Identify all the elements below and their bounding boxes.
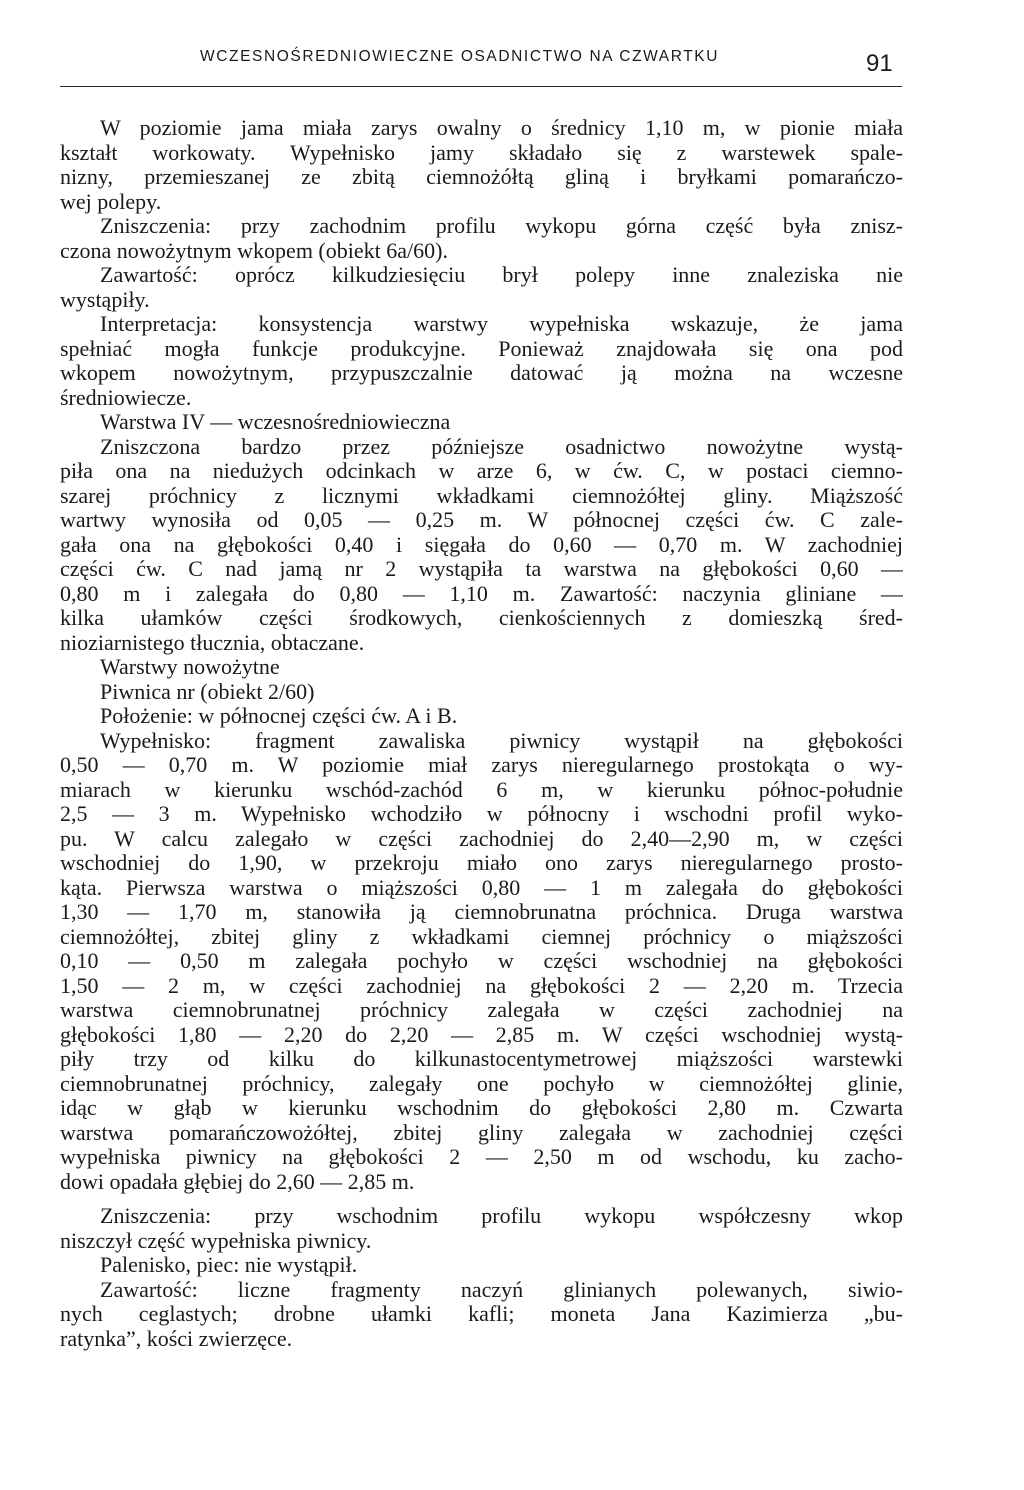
text-line: Zniszczenia: przy wschodnim profilu wykopu współczesny wkop — [100, 1204, 903, 1228]
text-line: idąc w głąb w kierunku wschodnim do głębokości 2,80 m. Czwarta — [60, 1096, 903, 1120]
text-line: wkopem nowożytnym, przypuszczalnie datować ją można na wczesne — [60, 361, 903, 385]
text-line: szarej próchnicy z licznymi wkładkami ciemnożółtej gliny. Miąższość — [60, 483, 903, 508]
running-head: WCZESNOŚREDNIOWIECZNE OSADNICTWO NA CZWARTKU — [200, 48, 720, 65]
text-line: miarach w kierunku wschód-zachód 6 m, w kierunku północ-południe — [60, 777, 903, 802]
text-line: nych ceglastych; drobne ułamki kafli; moneta Jana Kazimierza „bu- — [60, 1302, 903, 1326]
text-line: części ćw. C nad jamą nr 2 wystąpiła ta warstwa na głębokości 0,60 — — [60, 557, 903, 581]
text-line: Zniszczenia: przy zachodnim profilu wykopu górna część była znisz- — [100, 214, 903, 238]
text-line: Zniszczona bardzo przez późniejsze osadnictwo nowożytne wystą- — [100, 434, 903, 459]
text-line: wej polepy. — [60, 189, 162, 214]
text-line: 1,30 — 1,70 m, stanowiła ją ciemnobrunatna próchnica. Druga warstwa — [60, 900, 903, 924]
text-line: głębokości 1,80 — 2,20 do 2,20 — 2,85 m. W części wschodniej wystą- — [60, 1022, 903, 1047]
text-line: gała ona na głębokości 0,40 i sięgała do 0,60 — 0,70 m. W zachodniej — [60, 532, 903, 557]
text-line: wschodniej do 1,90, w przekroju miało ono zarys nieregularnego prosto- — [60, 851, 903, 875]
page-number: 91 — [866, 50, 893, 77]
text-line: piła ona na niedużych odcinkach w arze 6, w ćw. C, w postaci ciemno- — [60, 459, 903, 483]
text-line: warstwa ciemnobrunatnej próchnicy zalegała w części zachodniej na — [60, 998, 903, 1022]
text-line: nizny, przemieszanej ze zbitą ciemnożółtą gliną i bryłkami pomarańczo- — [60, 165, 903, 189]
text-line: Interpretacja: konsystencja warstwy wypełniska wskazuje, że jama — [100, 312, 903, 336]
text-line: nioziarnistego tłucznia, obtaczane. — [60, 630, 365, 655]
text-line: W poziomie jama miała zarys owalny o średnicy 1,10 m, w pionie miała — [100, 116, 903, 140]
text-line: wypełniska piwnicy na głębokości 2 — 2,50 m od wschodu, ku zacho- — [60, 1145, 903, 1169]
subsection-heading: Piwnica nr (obiekt 2/60) — [100, 679, 315, 704]
text-line: niszczył część wypełniska piwnicy. — [60, 1228, 372, 1253]
text-line: Zawartość: liczne fragmenty naczyń glinianych polewanych, siwio- — [100, 1277, 903, 1302]
text-line: Zawartość: oprócz kilkudziesięciu brył polepy inne znaleziska nie — [100, 263, 903, 287]
text-line: kształt workowaty. Wypełnisko jamy składało się z warstewek spale- — [60, 140, 903, 165]
text-line: 0,10 — 0,50 m zalegała pochyło w części wschodniej na głębokości — [60, 949, 903, 973]
header-rule — [60, 86, 902, 87]
text-line: dowi opadała głębiej do 2,60 — 2,85 m. — [60, 1169, 415, 1194]
text-line: średniowiecze. — [60, 385, 192, 410]
text-line: spełniać mogła funkcje produkcyjne. Ponieważ znajdowała się ona pod — [60, 336, 903, 361]
text-line: 1,50 — 2 m, w części zachodniej na głębokości 2 — 2,20 m. Trzecia — [60, 973, 903, 998]
text-line: wystąpiły. — [60, 287, 150, 312]
text-line: 0,80 m i zalegała do 0,80 — 1,10 m. Zawartość: naczynia gliniane — — [60, 581, 903, 606]
section-heading: Warstwa IV — wczesnośredniowieczna — [100, 410, 451, 434]
text-line: Położenie: w północnej części ćw. A i B. — [100, 704, 458, 728]
body-text — [60, 116, 903, 1351]
text-line: kilka ułamków części środkowych, cienkościennych z domieszką śred- — [60, 606, 903, 630]
text-line: 2,5 — 3 m. Wypełnisko wchodziło w północny i wschodni profil wyko- — [60, 802, 903, 826]
text-line: pu. W calcu zalegało w części zachodniej do 2,40—2,90 m, w części — [60, 826, 903, 851]
text-line: ciemnobrunatnej próchnicy, zalegały one pochyło w ciemnożółtej glinie, — [60, 1071, 903, 1096]
text-line: wartwy wynosiła od 0,05 — 0,25 m. W północnej części ćw. C zale- — [60, 508, 903, 532]
text-line: Wypełnisko: fragment zawaliska piwnicy wystąpił na głębokości — [100, 728, 903, 753]
section-heading: Warstwy nowożytne — [100, 655, 280, 679]
text-line: Palenisko, piec: nie wystąpił. — [100, 1253, 358, 1277]
text-line: kąta. Pierwsza warstwa o miąższości 0,80 — 1 m zalegała do głębokości — [60, 875, 903, 900]
text-line: czona nowożytnym wkopem (obiekt 6a/60). — [60, 238, 448, 263]
text-line: ciemnożółtej, zbitej gliny z wkładkami ciemnej próchnicy o miąższości — [60, 924, 903, 949]
text-line: warstwa pomarańczowożółtej, zbitej gliny zalegała w zachodniej części — [60, 1120, 903, 1145]
text-line: 0,50 — 0,70 m. W poziomie miał zarys nieregularnego prostokąta o wy- — [60, 753, 903, 777]
text-line: piły trzy od kilku do kilkunastocentymetrowej miąższości warstewki — [60, 1047, 903, 1071]
text-line: ratynka”, kości zwierzęce. — [60, 1326, 293, 1351]
